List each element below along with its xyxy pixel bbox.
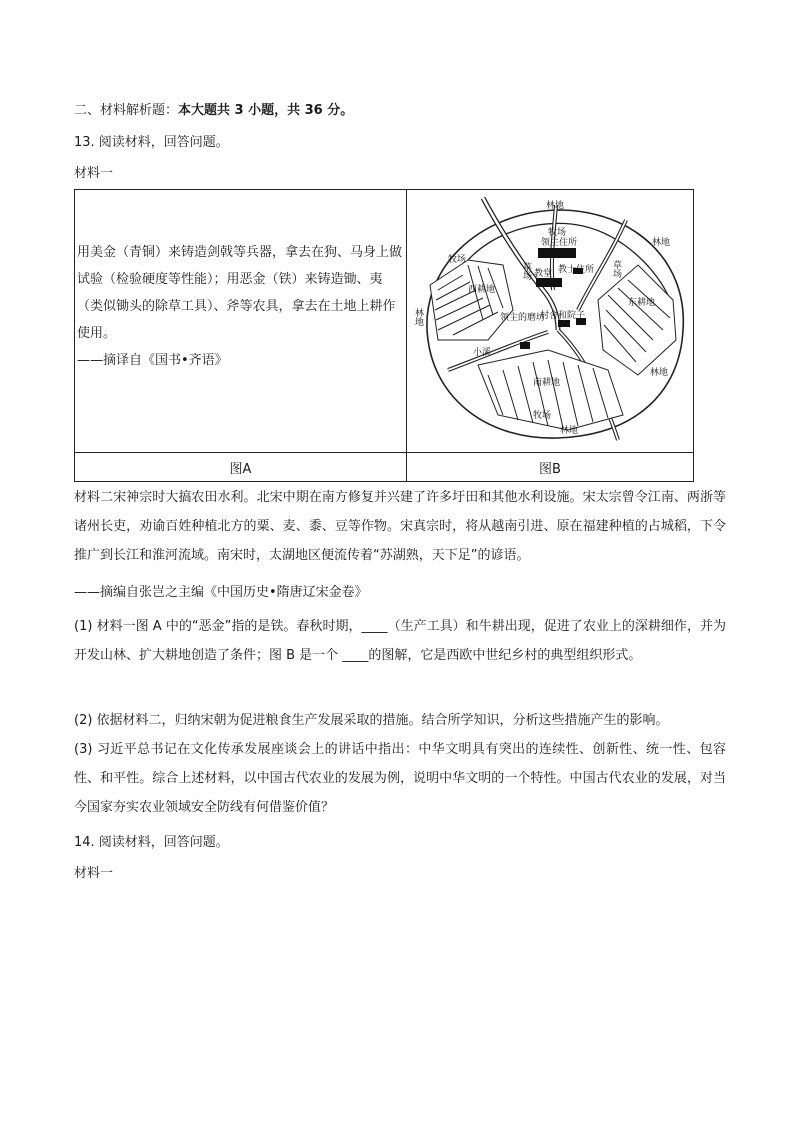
map-label-lord-mill: 领主的磨坊 [500, 313, 546, 323]
section-heading [74, 101, 353, 121]
map-label-village: 村舍和院子 [540, 311, 586, 321]
material2-source: ——摘编自张岂之主编《中国历史•隋唐辽宋金卷》 [74, 585, 368, 600]
map-label-forest-top: 林地 [546, 201, 565, 211]
map-label-church: 教堂 [534, 269, 553, 279]
q14-material1-label: 材料一 [74, 866, 114, 881]
map-label-pasture-left: 牧场 [448, 255, 467, 265]
map-label-stream: 小溪 [473, 348, 492, 358]
section-heading-prefix: 二、材料解析题： [74, 103, 179, 118]
map-label-east-field: 东耕地 [628, 298, 656, 308]
map-label-lord-house: 领主住所 [541, 238, 578, 248]
figure-a-cell [75, 190, 407, 453]
figure-b-caption: 图B [407, 453, 694, 482]
q14-title: 14. 阅读材料，回答问题。 [74, 835, 229, 850]
map-label-pasture-top: 牧场 [548, 228, 567, 238]
map-label-forest-left: 林地 [413, 308, 423, 326]
manor-map [408, 190, 692, 448]
figure-a-text: 用美金（青铜）来铸造剑戟等兵器，拿去在狗、马身上做试验（检验硬度等性能）；用恶金（铁）来铸造锄、夷（类似锄头的除草工具）、斧等农具，拿去在土地上耕作使用。 [77, 244, 403, 341]
sub-question-3: (3) 习近平总书记在文化传承发展座谈会上的讲话中指出：中华文明具有突出的连续性、创新性、统一性、包容性、和平性。综合上述材料，以中国古代农业的发展为例，说明中华文明的一个特性。中国古代农业的发展，对当今国家夯实农业领域安全防线有何借鉴价值？ [74, 742, 726, 815]
map-label-south-field: 南耕地 [533, 378, 561, 388]
map-label-forest-right-top: 林地 [652, 238, 671, 248]
sub-question-2: (2) 依据材料二，归纳宋朝为促进粮食生产发展采取的措施。结合所学知识，分析这些措施产生的影响。 [74, 713, 669, 728]
q13-material1-label: 材料一 [74, 166, 114, 181]
material1-table [74, 189, 694, 482]
material2-text: 材料二宋神宗时大搞农田水利。北宋中期在南方修复并兴建了许多圩田和其他水利设施。宋太宗曾令江南、两浙等诸州长吏，劝谕百姓种植北方的粟、麦、黍、豆等作物。宋真宗时，将从越南引进、原在福建种植的占城稻，下令推广到长江和淮河流域。南宋时，太湖地区便流传着“苏湖熟，天下足”的谚语。 [74, 490, 726, 563]
q13-title: 13. 阅读材料，回答问题。 [74, 135, 229, 150]
map-label-pasture-bottom: 牧场 [533, 411, 552, 421]
map-label-forest-right: 林地 [650, 368, 669, 378]
section-heading-bold: 本大题共 3 小题，共 36 分。 [178, 103, 354, 118]
figure-a-source: ——摘译自《国书•齐语》 [77, 352, 228, 368]
map-label-meadow-right: 草场 [611, 260, 621, 278]
map-label-priest-house: 教士住所 [558, 265, 595, 275]
figure-a-caption: 图A [75, 453, 407, 482]
map-label-west-field: 西耕地 [468, 285, 496, 295]
map-label-meadow-left: 草场 [521, 262, 531, 280]
figure-b-cell [407, 190, 694, 453]
sub-question-1: (1) 材料一图 A 中的“恶金”指的是铁。春秋时期，____（生产工具）和牛耕出现，促进了农业上的深耕细作，并为开发山林、扩大耕地创造了条件；图 B 是一个 ____的图解，它是西欧中世纪乡村的典型组织形式。 [74, 619, 726, 663]
map-label-forest-bottom: 林地 [560, 426, 579, 436]
